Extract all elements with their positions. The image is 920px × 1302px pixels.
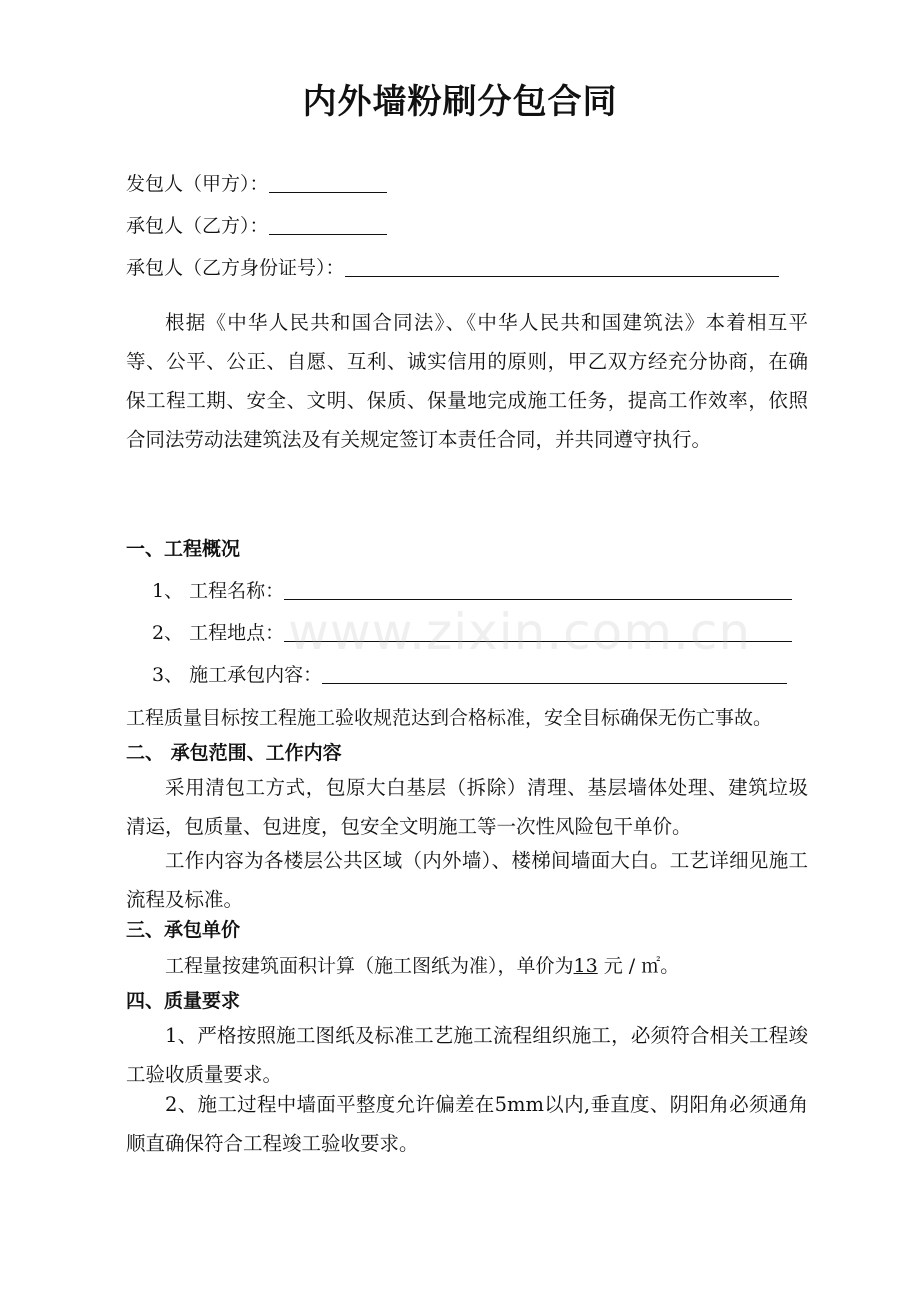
document-title: 内外墙粉刷分包合同 (302, 82, 618, 122)
contract-content-label: 3、 施工承包内容： (152, 664, 323, 686)
quality-req-2: 2、施工过程中墙面平整度允许偏差在5mm以内,垂直度、阴阳角必须通角顺直确保符合工程竣工验收要求。 (126, 1093, 808, 1155)
section3-heading: 三、承包单价 (126, 919, 241, 941)
party-a-line (126, 172, 387, 196)
watermark-text: www.zixin.com.cn (288, 603, 752, 661)
party-b-id-label: 承包人（乙方身份证号）： (126, 257, 345, 279)
project-name-label: 1、 工程名称： (152, 580, 285, 602)
unit-price-suffix: 元 / ㎡。 (603, 955, 680, 977)
party-b-id-blank[interactable] (345, 256, 779, 277)
project-location-blank[interactable] (284, 621, 792, 642)
party-b-blank[interactable] (269, 214, 387, 235)
section2-heading: 二、 承包范围、工作内容 (126, 742, 342, 764)
project-name-line (152, 579, 792, 603)
quality-req-1: 1、严格按照施工图纸及标准工艺施工流程组织施工，必须符合相关工程竣工验收质量要求。 (126, 1024, 808, 1086)
party-b-id-line (126, 256, 779, 280)
party-a-label: 发包人（甲方）： (126, 173, 269, 195)
quality-target: 工程质量目标按工程施工验收规范达到合格标准，安全目标确保无伤亡事故。 (126, 707, 773, 729)
contract-content-blank[interactable] (322, 663, 787, 684)
party-b-label: 承包人（乙方）： (126, 215, 269, 237)
project-location-label: 2、 工程地点： (152, 622, 285, 644)
scope-paragraph: 采用清包工方式，包原大白基层（拆除）清理、基层墙体处理、建筑垃圾清运，包质量、包进度，包安全文明施工等一次性风险包干单价。 (126, 776, 808, 838)
project-location-line (152, 621, 792, 645)
party-a-blank[interactable] (269, 172, 387, 193)
unit-price-line (165, 954, 679, 978)
intro-paragraph: 根据《中华人民共和国合同法》、《中华人民共和国建筑法》本着相互平等、公平、公正、自愿、互利、诚实信用的原则，甲乙双方经充分协商，在确保工程工期、安全、文明、保质、保量地完成施工任务，提高工作效率，依照合同法劳动法建筑法及有关规定签订本责任合同，并共同遵守执行。 (126, 311, 808, 451)
contract-content-line (152, 663, 787, 687)
section4-heading: 四、质量要求 (126, 990, 241, 1012)
unit-price-prefix: 工程量按建筑面积计算（施工图纸为准），单价为 (165, 955, 574, 977)
party-b-line (126, 214, 387, 238)
unit-price-value: 13 (573, 955, 598, 977)
project-name-blank[interactable] (284, 579, 792, 600)
section1-heading: 一、工程概况 (126, 538, 241, 560)
work-content-paragraph: 工作内容为各楼层公共区域（内外墙）、楼梯间墙面大白。工艺详细见施工流程及标准。 (126, 849, 808, 911)
